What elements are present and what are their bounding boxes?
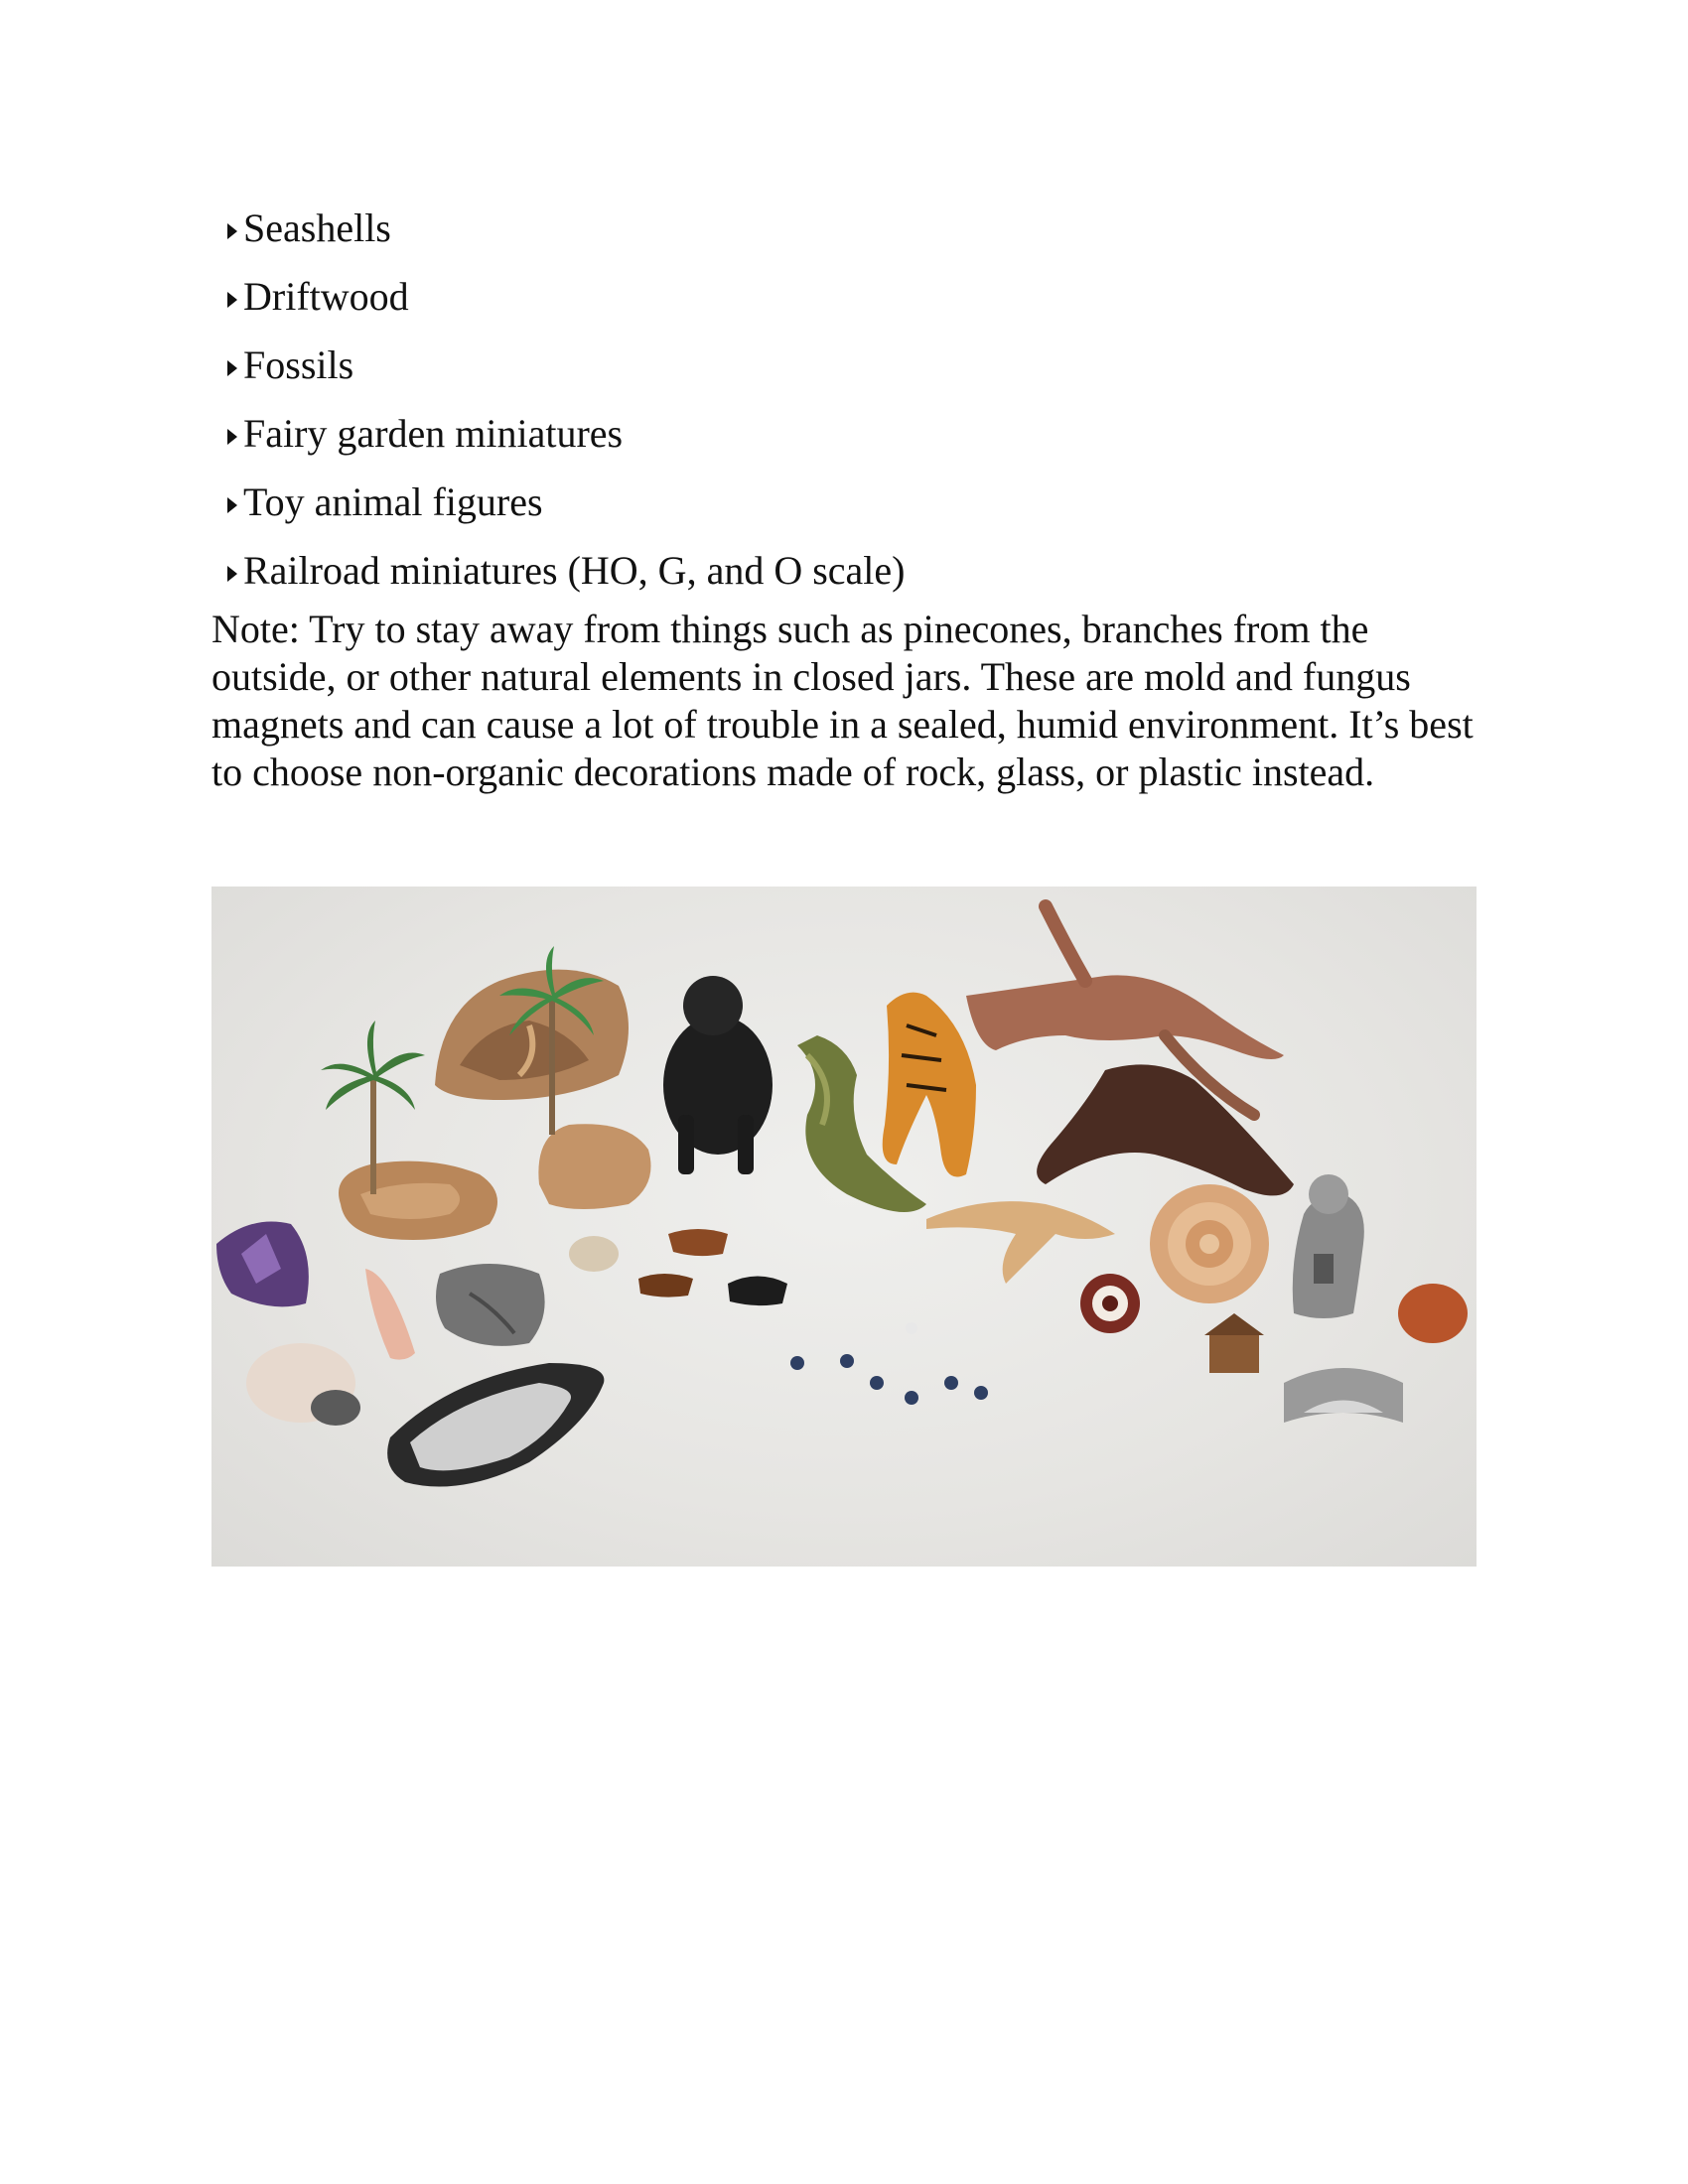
decoration-list (227, 194, 905, 605)
gorilla-figure (663, 976, 773, 1174)
list-item-label: Fossils (243, 342, 354, 387)
right-triangle-icon (227, 429, 237, 445)
rock-cave-ornament (435, 946, 651, 1209)
dinosaur-skeleton (926, 1201, 1115, 1284)
railroad-miniature-people (790, 1322, 988, 1405)
list-item (227, 331, 905, 399)
note-paragraph: Note: Try to stay away from things such as pinecones, branches from the outside, or other natural elements in closed jars. These are mold and fungus magnets and can cause a lot of trouble in a sealed, humid environment. It’s best to choose non-organic decorations made of rock, glass, or plastic instead. (211, 607, 1474, 794)
list-item-label: Fairy garden miniatures (243, 411, 624, 456)
white-coral (246, 1343, 360, 1426)
conch-seashell (365, 1269, 415, 1360)
amethyst-geode (216, 1222, 309, 1307)
small-house-ornament (1204, 1313, 1264, 1373)
right-triangle-icon (227, 292, 237, 308)
decorations-photo (211, 887, 1477, 1567)
list-item-label: Seashells (243, 205, 391, 250)
right-triangle-icon (227, 223, 237, 239)
right-triangle-icon (227, 566, 237, 582)
dark-driftwood (1037, 1064, 1294, 1195)
sea-urchin-shell (569, 1236, 619, 1272)
right-triangle-icon (227, 497, 237, 513)
decorations-illustration (211, 887, 1477, 1567)
stone-bridge (1284, 1368, 1403, 1423)
list-item (227, 262, 905, 331)
fern-fossil-stone (436, 1264, 545, 1346)
agate-slice (387, 1363, 604, 1487)
list-item (227, 536, 905, 605)
right-triangle-icon (227, 360, 237, 376)
list-item-label: Toy animal figures (243, 479, 543, 524)
list-item (227, 399, 905, 468)
snail-shell (1080, 1274, 1140, 1333)
list-item (227, 194, 905, 262)
list-item-label: Railroad miniatures (HO, G, and O scale) (243, 548, 906, 593)
ammonite-fossil (1150, 1184, 1269, 1303)
tiger-figure (883, 993, 976, 1177)
orange-ornament (1398, 1284, 1468, 1343)
list-item-label: Driftwood (243, 274, 409, 319)
toy-horses (638, 1229, 787, 1305)
list-item (227, 468, 905, 536)
metal-tower-ornament (1293, 1174, 1364, 1318)
